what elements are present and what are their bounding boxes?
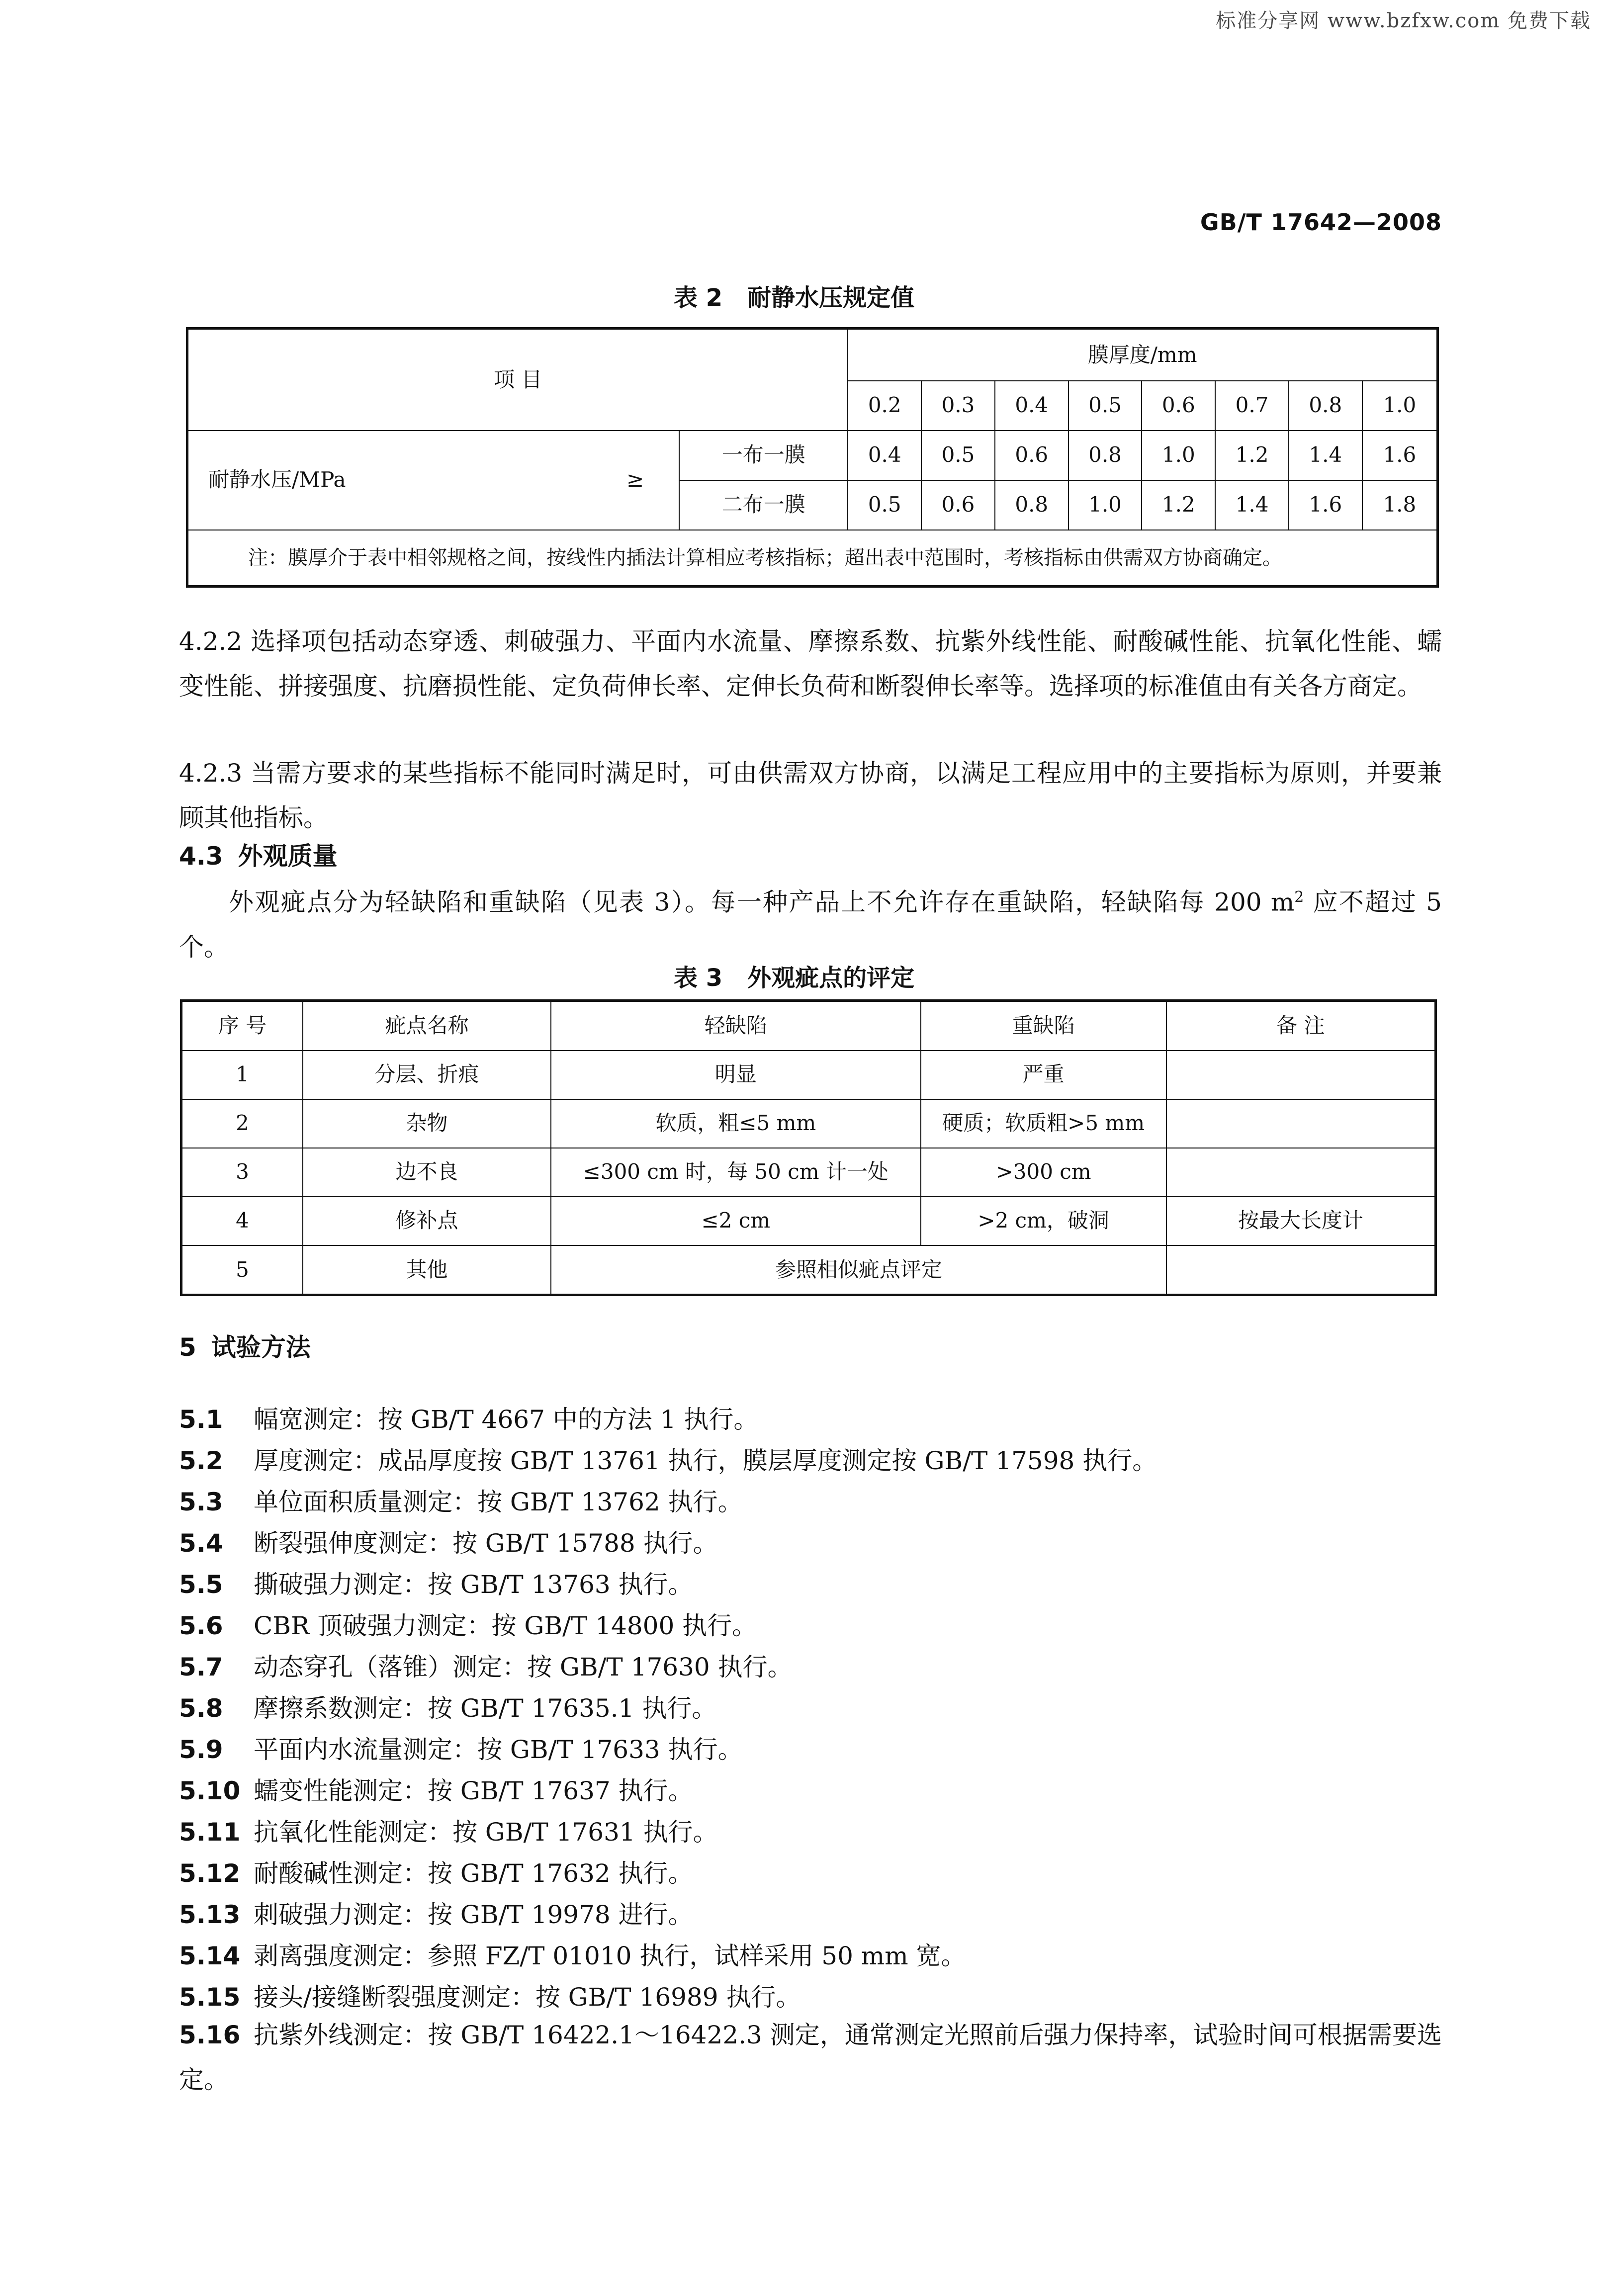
- table3-caption-num: 表 3: [674, 964, 723, 992]
- table2-value-cell: 1.4: [1289, 431, 1362, 480]
- clause-4-3-text: [179, 875, 1442, 970]
- table3-header-cell: 疵点名称: [303, 1001, 551, 1051]
- section-4-3-title: 外观质量: [238, 842, 338, 871]
- table3-heavy-cell: 硬质；软质粗>5 mm: [921, 1099, 1166, 1148]
- item-number: 5.13: [179, 1900, 241, 1929]
- item-text: 撕破强力测定：按 GB/T 13763 执行。: [254, 1570, 693, 1599]
- item-number: 5.16: [179, 2021, 241, 2049]
- item-text: 单位面积质量测定：按 GB/T 13762 执行。: [254, 1488, 743, 1516]
- table2-thickness-cell: 1.0: [1362, 381, 1438, 431]
- item-text: 接头/接缝断裂强度测定：按 GB/T 16989 执行。: [254, 1983, 801, 2012]
- table2-value-cell: 0.5: [921, 431, 995, 480]
- table2-thickness-header: 膜厚度/mm: [848, 329, 1437, 381]
- table3-name-cell: 边不良: [303, 1148, 551, 1197]
- table2-value-cell: 0.8: [1068, 431, 1142, 480]
- test-item-5-13: [179, 1895, 693, 1931]
- test-item-5-10: [179, 1771, 693, 1807]
- table3-name-cell: 其他: [303, 1245, 551, 1295]
- table2-value-cell: 0.6: [921, 480, 995, 530]
- item-text: 平面内水流量测定：按 GB/T 17633 执行。: [254, 1735, 743, 1764]
- table3-light-cell: 明显: [551, 1051, 921, 1099]
- section-5-heading: [179, 1327, 311, 1363]
- table3-no-cell: 1: [181, 1051, 303, 1099]
- section-5-num: 5: [179, 1333, 196, 1362]
- table3-no-cell: 2: [181, 1099, 303, 1148]
- table2-thickness-cell: 0.3: [921, 381, 995, 431]
- table2-thickness-cell: 0.7: [1215, 381, 1289, 431]
- test-item-5-1: [179, 1400, 758, 1435]
- table2-item-header: 项 目: [187, 329, 848, 431]
- table3-remark-cell: [1166, 1099, 1436, 1148]
- table2-row-type: 一布一膜: [679, 431, 848, 480]
- item-text: 摩擦系数测定：按 GB/T 17635.1 执行。: [254, 1694, 717, 1723]
- test-item-5-12: [179, 1854, 693, 1889]
- table3-appearance-defects: [180, 999, 1437, 1296]
- item-text: 动态穿孔（落锥）测定：按 GB/T 17630 执行。: [254, 1653, 793, 1681]
- table3-header-cell: 序 号: [181, 1001, 303, 1051]
- table2-value-cell: 1.2: [1215, 431, 1289, 480]
- item-number: 5.10: [179, 1776, 241, 1805]
- section-4-3-num: 4.3: [179, 842, 223, 871]
- table2-caption: [674, 278, 914, 313]
- table2-caption-title: 耐静水压规定值: [747, 284, 915, 312]
- table3-heavy-cell: >300 cm: [921, 1148, 1166, 1197]
- standard-id: GB/T 17642—2008: [1200, 209, 1442, 236]
- table2-thickness-cell: 0.6: [1142, 381, 1215, 431]
- test-item-5-15: [179, 1977, 800, 2013]
- table2-row-label: [187, 431, 680, 530]
- table-row: [181, 1099, 1436, 1148]
- item-text: CBR 顶破强力测定：按 GB/T 14800 执行。: [254, 1611, 757, 1640]
- table-row: [181, 1197, 1436, 1245]
- site-banner: 标准分享网 www.bzfxw.com 免费下载: [1216, 9, 1591, 32]
- item-text: 断裂强伸度测定：按 GB/T 15788 执行。: [254, 1529, 718, 1558]
- table2-thickness-cell: 0.2: [848, 381, 921, 431]
- table3-header-cell: 备 注: [1166, 1001, 1436, 1051]
- item-number: 5.14: [179, 1942, 241, 1970]
- item-text: 抗紫外线测定：按 GB/T 16422.1～16422.3 测定，通常测定光照前后强力保持率，试验时间可根据需要选定。: [179, 2021, 1442, 2094]
- test-item-5-16: [179, 2013, 1442, 2102]
- table3-remark-cell: [1166, 1148, 1436, 1197]
- item-text: 厚度测定：成品厚度按 GB/T 13761 执行，膜层厚度测定按 GB/T 17598 执行。: [254, 1446, 1157, 1475]
- item-number: 5.5: [179, 1570, 223, 1599]
- table2-value-cell: 1.0: [1068, 480, 1142, 530]
- item-number: 5.9: [179, 1735, 223, 1764]
- test-item-5-2: [179, 1441, 1157, 1477]
- table3-light-cell: ≤2 cm: [551, 1197, 921, 1245]
- table2-value-cell: 1.4: [1215, 480, 1289, 530]
- test-item-5-14: [179, 1936, 966, 1972]
- table2-caption-num: 表 2: [674, 284, 723, 312]
- table3-header-cell: 轻缺陷: [551, 1001, 921, 1051]
- table-row: [181, 1051, 1436, 1099]
- test-item-5-8: [179, 1688, 716, 1724]
- item-number: 5.4: [179, 1529, 223, 1558]
- clause-4-3-superscript: 2: [1294, 888, 1304, 906]
- table3-merged-cell: 参照相似疵点评定: [551, 1245, 1166, 1295]
- test-item-5-6: [179, 1606, 757, 1642]
- table2-row-label-text: 耐静水压/MPa: [208, 467, 346, 492]
- table3-no-cell: 5: [181, 1245, 303, 1295]
- table2-value-cell: 1.0: [1142, 431, 1215, 480]
- clause-4-3-text-a: 外观疵点分为轻缺陷和重缺陷（见表 3）。每一种产品上不允许存在重缺陷，轻缺陷每 200 m: [229, 887, 1295, 917]
- table-row: [181, 1148, 1436, 1197]
- table-row: [181, 1245, 1436, 1295]
- section-5-title: 试验方法: [211, 1333, 311, 1362]
- table2-hydrostatic-pressure: [186, 327, 1439, 588]
- table3-remark-cell: [1166, 1051, 1436, 1099]
- item-number: 5.3: [179, 1488, 223, 1516]
- table2-note: 注：膜厚介于表中相邻规格之间，按线性内插法计算相应考核指标；超出表中范围时，考核指标由供需双方协商确定。: [187, 530, 1438, 587]
- clause-4-2-3: 4.2.3 当需方要求的某些指标不能同时满足时，可由供需双方协商，以满足工程应用中的主要指标为原则，并要兼顾其他指标。: [179, 759, 1442, 832]
- item-text: 剥离强度测定：参照 FZ/T 01010 执行，试样采用 50 mm 宽。: [254, 1942, 966, 1970]
- item-text: 蠕变性能测定：按 GB/T 17637 执行。: [254, 1776, 693, 1805]
- item-text: 耐酸碱性测定：按 GB/T 17632 执行。: [254, 1859, 693, 1888]
- table3-remark-cell: [1166, 1245, 1436, 1295]
- clause-4-3-text-b: 应不超过 5 个。: [179, 887, 1442, 962]
- item-number: 5.12: [179, 1859, 241, 1888]
- table3-light-cell: 软质，粗≤5 mm: [551, 1099, 921, 1148]
- table3-caption-title: 外观疵点的评定: [747, 964, 915, 992]
- item-number: 5.6: [179, 1611, 223, 1640]
- item-number: 5.7: [179, 1653, 223, 1681]
- test-item-5-7: [179, 1647, 793, 1683]
- table2-value-cell: 1.6: [1362, 431, 1438, 480]
- test-item-5-3: [179, 1482, 743, 1518]
- table3-heavy-cell: 严重: [921, 1051, 1166, 1099]
- table2-value-cell: 1.6: [1289, 480, 1362, 530]
- table2-value-cell: 1.8: [1362, 480, 1438, 530]
- table3-name-cell: 分层、折痕: [303, 1051, 551, 1099]
- table2-thickness-cell: 0.4: [995, 381, 1068, 431]
- table2-value-cell: 0.6: [995, 431, 1068, 480]
- test-item-5-11: [179, 1812, 718, 1848]
- item-number: 5.1: [179, 1405, 223, 1434]
- table3-remark-cell: 按最大长度计: [1166, 1197, 1436, 1245]
- item-number: 5.2: [179, 1446, 223, 1475]
- table3-name-cell: 修补点: [303, 1197, 551, 1245]
- table2-thickness-cell: 0.5: [1068, 381, 1142, 431]
- table2-thickness-cell: 0.8: [1289, 381, 1362, 431]
- section-4-3-heading: [179, 836, 338, 872]
- table2-row-type: 二布一膜: [679, 480, 848, 530]
- test-item-5-4: [179, 1523, 718, 1559]
- table3-name-cell: 杂物: [303, 1099, 551, 1148]
- table2-row-symbol: ≥: [626, 467, 644, 492]
- clause-4-2-2: 4.2.2 选择项包括动态穿透、刺破强力、平面内水流量、摩擦系数、抗紫外线性能、耐酸碱性能、抗氧化性能、蠕变性能、拼接强度、抗磨损性能、定负荷伸长率、定伸长负荷和断裂伸长率等。选择项的标准值由有关各方商定。: [179, 627, 1442, 701]
- table3-light-cell: ≤300 cm 时，每 50 cm 计一处: [551, 1148, 921, 1197]
- table3-caption: [674, 959, 914, 993]
- table3-header-cell: 重缺陷: [921, 1001, 1166, 1051]
- item-number: 5.15: [179, 1983, 241, 2012]
- table2-value-cell: 1.2: [1142, 480, 1215, 530]
- table3-heavy-cell: >2 cm，破洞: [921, 1197, 1166, 1245]
- table3-no-cell: 3: [181, 1148, 303, 1197]
- table2-value-cell: 0.8: [995, 480, 1068, 530]
- table3-no-cell: 4: [181, 1197, 303, 1245]
- item-number: 5.11: [179, 1818, 241, 1847]
- test-item-5-5: [179, 1565, 693, 1600]
- item-text: 抗氧化性能测定：按 GB/T 17631 执行。: [254, 1818, 718, 1847]
- item-text: 幅宽测定：按 GB/T 4667 中的方法 1 执行。: [254, 1405, 759, 1434]
- item-text: 刺破强力测定：按 GB/T 19978 进行。: [254, 1900, 693, 1929]
- item-number: 5.8: [179, 1694, 223, 1723]
- table2-value-cell: 0.4: [848, 431, 921, 480]
- test-item-5-9: [179, 1730, 743, 1766]
- table2-value-cell: 0.5: [848, 480, 921, 530]
